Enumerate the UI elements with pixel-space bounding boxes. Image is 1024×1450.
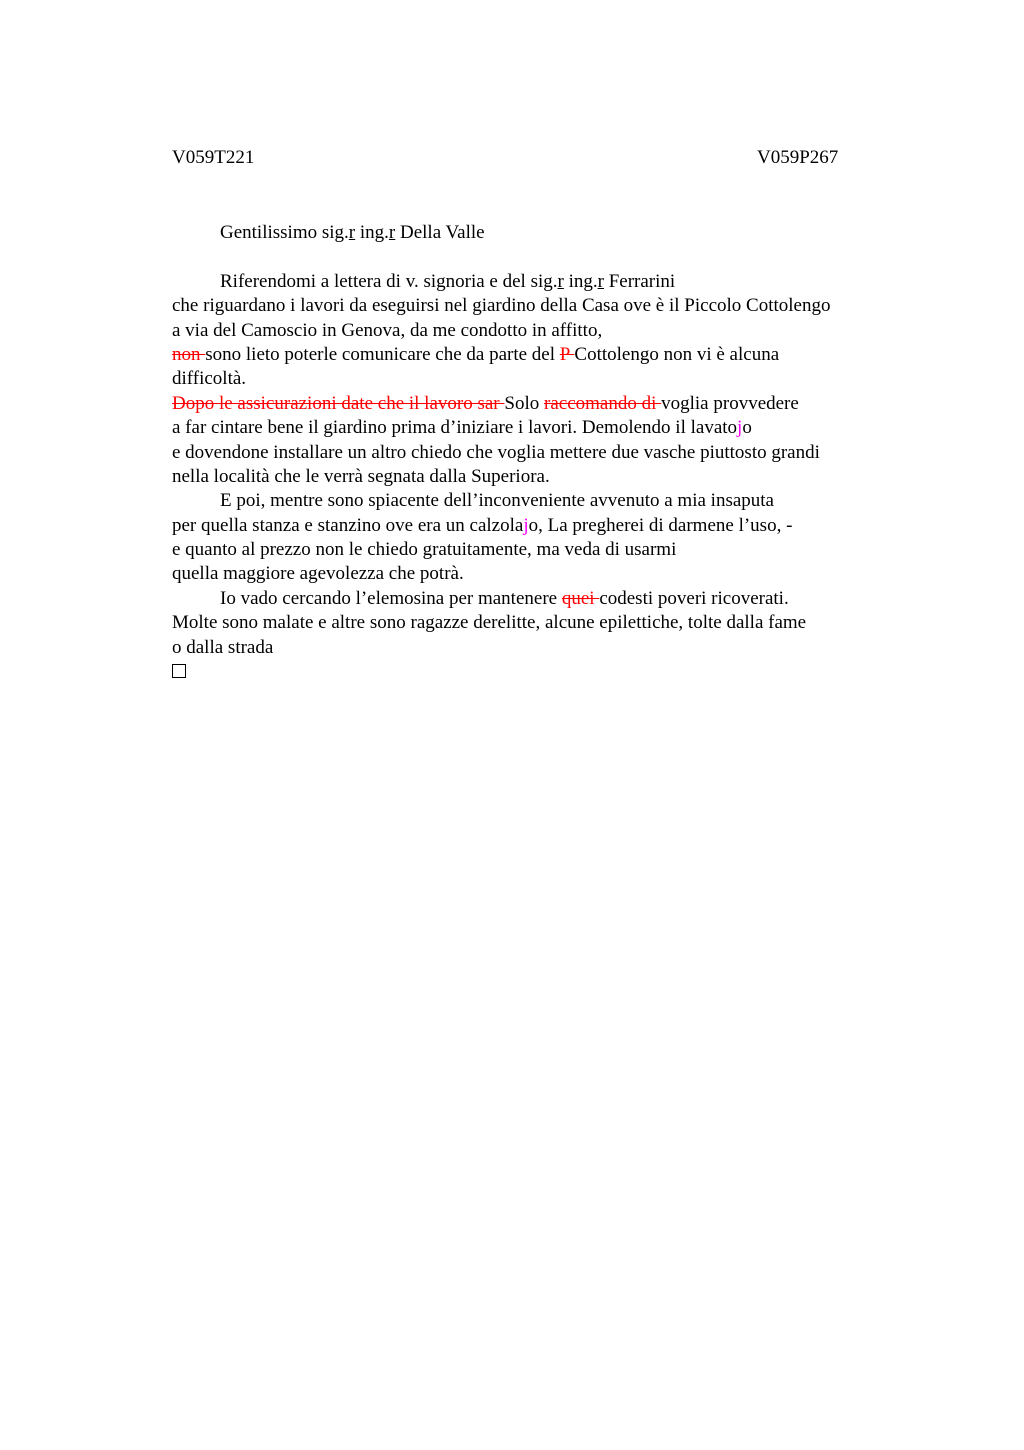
text-run: a far cintare bene il giardino prima d’iniziare i lavori. Demolendo il lavato xyxy=(172,417,738,439)
paragraph-4-line-2: Molte sono malate e altre sono ragazze derelitte, alcune epilettiche, tolte dalla fame xyxy=(172,612,807,634)
text-run: sono lieto poterle comunicare che da parte del xyxy=(205,343,560,365)
paragraph-2-line-4: nella località che le verrà segnata dalla Superiora. xyxy=(172,465,550,487)
text-run: Io vado cercando l’elemosina per mantenere xyxy=(220,587,562,609)
inserted-text: j xyxy=(737,417,743,439)
inserted-text: j xyxy=(523,514,529,536)
deleted-text: quei xyxy=(561,587,600,609)
paragraph-2-line-3: e dovendone installare un altro chiedo che voglia mettere due vasche piuttosto grandi xyxy=(172,441,820,463)
text-run: codesti poveri ricoverati. xyxy=(599,587,789,609)
paragraph-1-line-2: che riguardano i lavori da eseguirsi nel giardino della Casa ove è il Piccolo Cottolengo xyxy=(172,295,831,317)
paragraph-1-line-5: difficoltà. xyxy=(172,368,247,390)
abbrev-superscript: r xyxy=(597,270,604,292)
document-code-right: V059P267 xyxy=(757,147,839,168)
abbrev-superscript: r xyxy=(348,222,356,243)
paragraph-3-line-1: E poi, mentre sono spiacente dell’inconveniente avvenuto a mia insaputa xyxy=(220,490,774,512)
text-run: Cottolengo non vi è alcuna xyxy=(574,343,780,365)
text-run: Riferendomi a lettera di v. signoria e del sig. xyxy=(220,270,558,292)
salutation-text: Gentilissimo sig. xyxy=(220,222,349,243)
deleted-text: raccomando di xyxy=(544,392,662,414)
paragraph-1-line-4 xyxy=(172,343,912,367)
deleted-text: P xyxy=(559,343,575,365)
paragraph-1-line-3: a via del Camoscio in Genova, da me condotto in affitto, xyxy=(172,319,603,341)
text-run: Ferrarini xyxy=(603,270,676,292)
document-code-left: V059T221 xyxy=(172,147,255,168)
letter-body xyxy=(172,221,912,684)
paragraph-3-line-2 xyxy=(172,514,912,538)
abbrev-superscript: r xyxy=(388,222,396,243)
text-run: per quella stanza e stanzino ove era un calzola xyxy=(172,514,524,536)
salutation-text: ing. xyxy=(355,222,389,243)
abbrev-superscript: r xyxy=(557,270,564,292)
text-run: o, La pregherei di darmene l’uso, - xyxy=(528,514,793,536)
paragraph-3-line-4: quella maggiore agevolezza che potrà. xyxy=(172,563,464,585)
paragraph-3-line-3: e quanto al prezzo non le chiedo gratuitamente, ma veda di usarmi xyxy=(172,539,677,561)
end-marker-line xyxy=(172,660,912,684)
text-run: voglia provvedere xyxy=(661,392,799,414)
blank-line xyxy=(172,245,912,269)
deleted-text: Dopo le assicurazioni date che il lavoro sar xyxy=(172,392,505,414)
salutation-line xyxy=(172,221,912,245)
deleted-text: non xyxy=(172,343,206,365)
paragraph-1-line-1 xyxy=(172,270,912,294)
paragraph-2-line-2 xyxy=(172,416,912,440)
empty-checkbox-icon xyxy=(172,664,186,678)
paragraph-4-line-3: o dalla strada xyxy=(172,636,274,658)
paragraph-4-line-1 xyxy=(172,587,912,611)
paragraph-2-line-1 xyxy=(172,392,912,416)
text-run: Solo xyxy=(504,392,544,414)
text-run: o xyxy=(742,417,752,439)
salutation-text: Della Valle xyxy=(395,222,485,243)
text-run: ing. xyxy=(563,270,598,292)
